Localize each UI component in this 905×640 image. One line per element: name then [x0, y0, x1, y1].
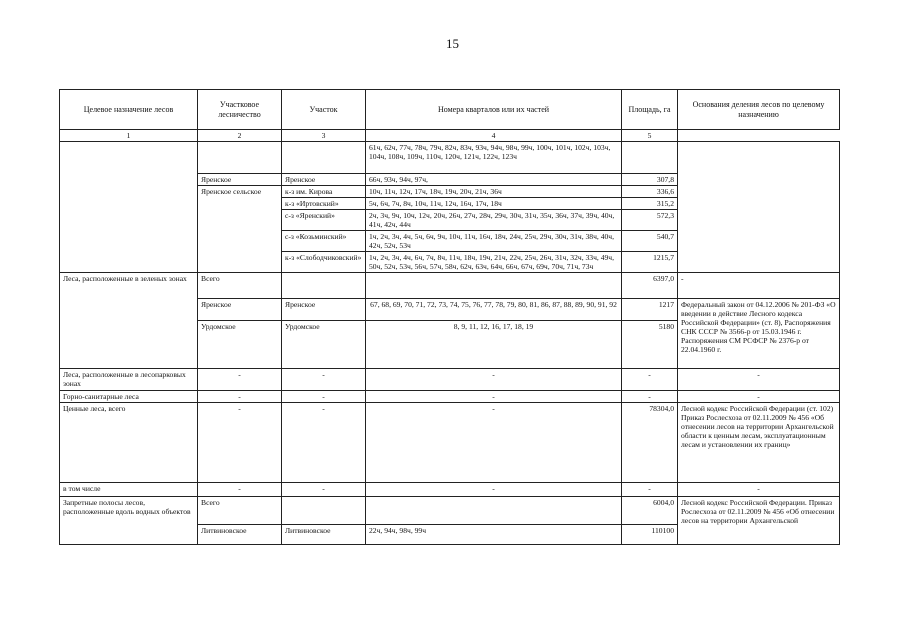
- basis-cell: Лесной кодекс Российской Федерации (ст. 102) Приказ Рослесхоза от 02.11.2009 № 456 «Об отнесении лесов на территории Архангельской области к ценным лесам, эксплуатационным лесам и установлении их границ»: [678, 403, 840, 483]
- forestry-cell: -: [198, 403, 282, 483]
- quarters-cell: 1ч, 2ч, 3ч, 4ч, 5ч, 6ч, 9ч, 10ч, 11ч, 16ч, 18ч, 24ч, 25ч, 29ч, 30ч, 31ч, 38ч, 40ч, 42ч, 52ч, 53ч: [366, 231, 622, 252]
- site-cell: -: [282, 403, 366, 483]
- quarters-cell: -: [366, 403, 622, 483]
- area-cell: 336,6: [622, 186, 678, 198]
- basis-cell: -: [678, 369, 840, 391]
- quarters-cell: 22ч, 94ч, 98ч, 99ч: [366, 525, 622, 545]
- quarters-cell: 8, 9, 11, 12, 16, 17, 18, 19: [366, 321, 622, 369]
- table-row: [60, 391, 840, 403]
- area-cell: 6397,0: [622, 273, 678, 299]
- table-row: [60, 483, 840, 497]
- site-cell: Литвиновское: [282, 525, 366, 545]
- quarters-cell: 5ч, 6ч, 7ч, 8ч, 10ч, 11ч, 12ч, 16ч, 17ч, 18ч: [366, 198, 622, 210]
- table-row: [60, 403, 840, 483]
- purpose-cell: в том числе: [60, 483, 198, 497]
- area-cell: 1217: [622, 299, 678, 321]
- forestry-cell: Яренское: [198, 299, 282, 321]
- column-number: 4: [366, 130, 622, 142]
- header-row: [60, 90, 840, 130]
- quarters-cell: 66ч, 93ч, 94ч, 97ч,: [366, 174, 622, 186]
- area-cell: 572,3: [622, 210, 678, 231]
- quarters-cell: 61ч, 62ч, 77ч, 78ч, 79ч, 82ч, 83ч, 93ч, 94ч, 98ч, 99ч, 100ч, 101ч, 102ч, 103ч, 104ч, 108ч, 109ч, 110ч, 120ч, 121ч, 122ч, 123ч: [366, 142, 622, 174]
- purpose-cell: Горно-санитарные леса: [60, 391, 198, 403]
- site-cell: с-з «Яренский»: [282, 210, 366, 231]
- area-cell: 110100: [622, 525, 678, 545]
- area-cell: -: [622, 483, 678, 497]
- forestry-cell: Яренское: [198, 174, 282, 186]
- basis-cell: [678, 142, 840, 273]
- forestry-cell: Яренское сельское: [198, 186, 282, 273]
- basis-cell: Федеральный закон от 04.12.2006 № 201-ФЗ «О введении в действие Лесного кодекса Российской Федерации» (ст. 8), Распоряжения СНК СССР № 3566-р от 15.03.1946 г. Распоряжения СМ РСФСР № 2376-р от 22.04.1960 г.: [678, 299, 840, 369]
- area-cell: 540,7: [622, 231, 678, 252]
- column-header: Основания деления лесов по целевому назначению: [678, 90, 840, 130]
- quarters-cell: -: [366, 483, 622, 497]
- site-cell: -: [282, 483, 366, 497]
- site-cell: -: [282, 391, 366, 403]
- quarters-cell: -: [366, 391, 622, 403]
- column-header: Номера кварталов или их частей: [366, 90, 622, 130]
- forestry-cell: Литвиновское: [198, 525, 282, 545]
- quarters-cell: 67, 68, 69, 70, 71, 72, 73, 74, 75, 76, 77, 78, 79, 80, 81, 86, 87, 88, 89, 90, 91, 92: [366, 299, 622, 321]
- site-cell: Урдомское: [282, 321, 366, 369]
- purpose-cell: [60, 142, 198, 273]
- forestry-cell: -: [198, 369, 282, 391]
- site-cell: с-з «Козьминский»: [282, 231, 366, 252]
- table-row: [60, 369, 840, 391]
- area-cell: 5180: [622, 321, 678, 369]
- forestry-cell: Урдомское: [198, 321, 282, 369]
- area-cell: 315,2: [622, 198, 678, 210]
- column-header: Целевое назначение лесов: [60, 90, 198, 130]
- column-number-row: [60, 130, 840, 142]
- site-cell: [282, 497, 366, 525]
- purpose-cell: Леса, расположенные в зеленых зонах: [60, 273, 198, 369]
- area-cell: -: [622, 391, 678, 403]
- table-row: [60, 273, 840, 299]
- site-cell: [282, 142, 366, 174]
- area-cell: [622, 142, 678, 174]
- column-number: 1: [60, 130, 198, 142]
- quarters-cell: 2ч, 3ч, 9ч, 10ч, 12ч, 20ч, 26ч, 27ч, 28ч, 29ч, 30ч, 31ч, 35ч, 36ч, 37ч, 39ч, 40ч, 41ч, 42ч, 44ч: [366, 210, 622, 231]
- basis-cell: -: [678, 483, 840, 497]
- quarters-cell: 10ч, 11ч, 12ч, 17ч, 18ч, 19ч, 20ч, 21ч, 36ч: [366, 186, 622, 198]
- quarters-cell: -: [366, 369, 622, 391]
- forest-purpose-table: [59, 89, 840, 545]
- basis-cell: -: [678, 273, 840, 299]
- column-number: 5: [622, 130, 678, 142]
- purpose-cell: Ценные леса, всего: [60, 403, 198, 483]
- forestry-cell: Всего: [198, 497, 282, 525]
- quarters-cell: 1ч, 2ч, 3ч, 4ч, 6ч, 7ч, 8ч, 11ч, 18ч, 19ч, 21ч, 22ч, 25ч, 26ч, 31ч, 32ч, 33ч, 49ч, 50ч, 52ч, 53ч, 56ч, 57ч, 58ч, 62ч, 63ч, 64ч, 66ч, 67ч, 69ч, 70ч, 71ч, 73ч: [366, 252, 622, 273]
- forestry-cell: Всего: [198, 273, 282, 299]
- area-cell: 78304,0: [622, 403, 678, 483]
- site-cell: Яренское: [282, 174, 366, 186]
- forestry-cell: [198, 142, 282, 174]
- column-number: 3: [282, 130, 366, 142]
- forestry-cell: -: [198, 391, 282, 403]
- area-cell: -: [622, 369, 678, 391]
- quarters-cell: [366, 497, 622, 525]
- table-row: [60, 497, 840, 525]
- purpose-cell: Запретные полосы лесов, расположенные вдоль водных объектов: [60, 497, 198, 545]
- site-cell: к-з им. Кирова: [282, 186, 366, 198]
- basis-cell: -: [678, 391, 840, 403]
- table-row: [60, 142, 840, 174]
- site-cell: к-з «Иртовский»: [282, 198, 366, 210]
- site-cell: -: [282, 369, 366, 391]
- page-number: 15: [446, 36, 459, 51]
- area-cell: 6004,0: [622, 497, 678, 525]
- basis-cell: Лесной кодекс Российской Федерации. Приказ Рослесхоза от 02.11.2009 № 456 «Об отнесении лесов на территории Архангельской: [678, 497, 840, 545]
- area-cell: 307,8: [622, 174, 678, 186]
- forestry-cell: -: [198, 483, 282, 497]
- column-number: 2: [198, 130, 282, 142]
- site-cell: Яренское: [282, 299, 366, 321]
- site-cell: к-з «Слободчиковский»: [282, 252, 366, 273]
- area-cell: 1215,7: [622, 252, 678, 273]
- column-header: Участковое лесничество: [198, 90, 282, 130]
- purpose-cell: Леса, расположенные в лесопарковых зонах: [60, 369, 198, 391]
- column-header: Участок: [282, 90, 366, 130]
- column-header: Площадь, га: [622, 90, 678, 130]
- quarters-cell: [366, 273, 622, 299]
- site-cell: [282, 273, 366, 299]
